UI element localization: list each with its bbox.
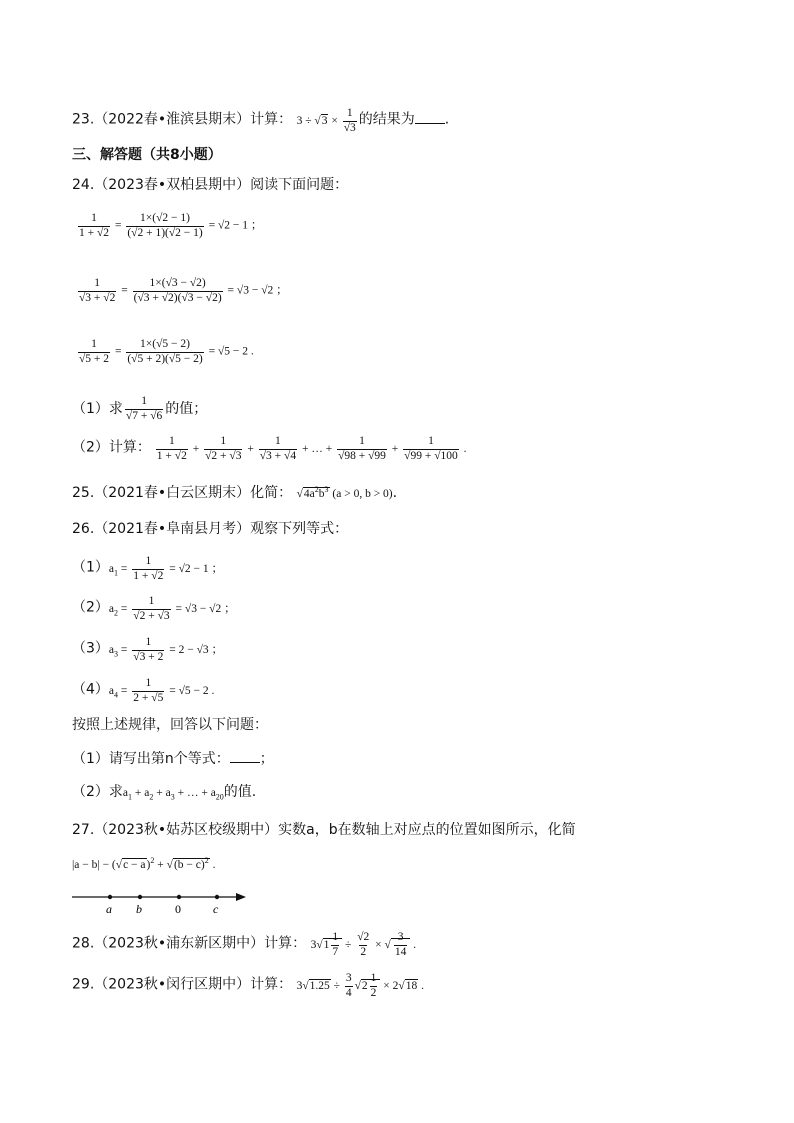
part-label: （2）计算：: [72, 439, 151, 456]
q26-instruction: 按照上述规律，回答以下问题：: [72, 717, 268, 733]
question-number: 23.: [72, 111, 95, 128]
q28-expression: 3√1 $\frac{1}{7}$ ÷ $\frac{√2}{2}$ × √ $\frac{3}{14}$ .: [310, 931, 417, 958]
question-number: 24.: [72, 177, 95, 193]
label-zero: 0: [175, 902, 181, 916]
part-label: （1）求: [72, 401, 123, 417]
question-source: （2023春•双柏县期中）: [94, 177, 251, 193]
number-line-figure: [70, 884, 260, 916]
question-number: 27.: [72, 822, 95, 838]
question-end: .: [444, 111, 450, 128]
question-text: 计算：: [264, 935, 307, 952]
condition: (a > 0, b > 0): [332, 488, 393, 500]
q23-expression: 3 ÷ √3 × $\frac{1}{√3}$: [296, 107, 356, 134]
question-23: [72, 108, 449, 134]
q26-part-1: [72, 751, 274, 766]
part-label: （1）请写出第n个等式：: [72, 751, 230, 767]
question-tail: 的结果为: [358, 111, 415, 128]
question-source: （2023秋•闵行区期中）: [94, 976, 251, 993]
q24-part-1: （1）求 $\frac{1}{√7 + √6}$ 的值；: [72, 395, 208, 422]
example-line-3: $\frac{1}{√5 + 2}$ = $\frac{1\times(√5 - 2)}{(√5 + 2)(√5 - 2)}$ = √5 − 2 .: [79, 338, 254, 365]
question-end: .: [392, 485, 398, 501]
example-line-1: $\frac{1}{1 + √2}$ = $\frac{1\times(√2 - 1)}{(√2 + 1)(√2 - 1)}$ = √2 − 1 ；: [79, 212, 263, 239]
q27-expression: $|a - b| - (√c - a)^2 + √(b - c)^2$ .: [72, 856, 216, 871]
point-a: [108, 895, 112, 899]
question-26: [72, 522, 348, 536]
question-number: 26.: [72, 521, 95, 537]
question-28: [72, 932, 416, 958]
question-text: 阅读下面问题：: [250, 177, 349, 193]
answer-blank[interactable]: [230, 751, 260, 763]
question-24: [72, 178, 348, 192]
q25-expression: $√4a^2b^3$ (a > 0, b > 0): [296, 485, 393, 500]
label-b: b: [136, 902, 142, 916]
question-text: 观察下列等式：: [250, 521, 349, 537]
question-source: （2023秋•浦东新区期中）: [94, 935, 265, 952]
point-b: [138, 895, 142, 899]
point-zero: [177, 895, 181, 899]
q26-eq-3: $(3)a_3$ = $\frac{1}{√3 + 2}$ = 2 − √3 ；: [72, 636, 224, 663]
question-source: （2021春•白云区期末）: [94, 485, 251, 501]
answer-blank[interactable]: [415, 112, 445, 124]
item-label: （2）: [72, 599, 109, 616]
q26-eq-4: $(4)a_4$ = $\frac{1}{2 + √5}$ = √5 − 2 .: [72, 677, 215, 704]
label-c: c: [213, 902, 219, 916]
q24-part-2: （2）计算： $\frac{1}{1 + √2}$ + $\frac{1}{√2 + √3}$ + $\frac{1}{√3 + √4}$ + … + $\frac{1}{√98 + √99}$ + $\frac{1}{√99 + √100}$ .: [72, 435, 467, 462]
question-lead: 计算：: [250, 111, 293, 128]
item-label: （3）: [72, 640, 109, 657]
question-text: 化简：: [250, 485, 293, 501]
question-source: （2021春•阜南县月考）: [94, 521, 251, 537]
question-29: [72, 973, 424, 999]
item-label: （4）: [72, 681, 109, 698]
question-number: 29.: [72, 976, 95, 993]
item-label: （1）: [72, 559, 109, 576]
question-27: [72, 823, 576, 837]
q26-eq-1: $(1)a_1$ = $\frac{1}{1 + √2}$ = √2 − 1 ；: [72, 555, 224, 582]
question-number: 28.: [72, 935, 95, 952]
question-text: 计算：: [250, 976, 293, 993]
part-tail: 的值.: [223, 784, 257, 800]
example-line-2: $\frac{1}{√3 + √2}$ = $\frac{1\times(√3 - √2)}{(√3 + √2)(√3 - √2)}$ = √3 − √2 ；: [79, 277, 288, 304]
question-source: （2023秋•姑苏区校级期中）: [94, 822, 279, 838]
question-25: [72, 486, 397, 501]
label-a: a: [106, 902, 112, 916]
question-number: 25.: [72, 485, 95, 501]
q29-expression: 3√1.25 ÷ $\frac{3}{4}$ √2 $\frac{1}{2}$ × 2√18 .: [296, 972, 424, 999]
section-heading: 三、解答题（共8小题）: [72, 147, 222, 163]
part-tail: 的值；: [165, 401, 208, 417]
question-source: （2022春•淮滨县期末）: [94, 111, 251, 128]
part-label: （2）求: [72, 784, 123, 800]
point-c: [215, 895, 219, 899]
q26-eq-2: $(2)a_2$ = $\frac{1}{√2 + √3}$ = √3 − √2 ；: [72, 595, 236, 622]
q26-part-2: （2）求$a_1 + a_2 + a_3$ + … + $a_{20}$的值.: [72, 784, 257, 802]
axis-arrow-icon: [236, 893, 246, 901]
question-text: 实数a，b在数轴上对应点的位置如图所示，化简: [278, 822, 576, 838]
part-end: ；: [259, 751, 274, 767]
